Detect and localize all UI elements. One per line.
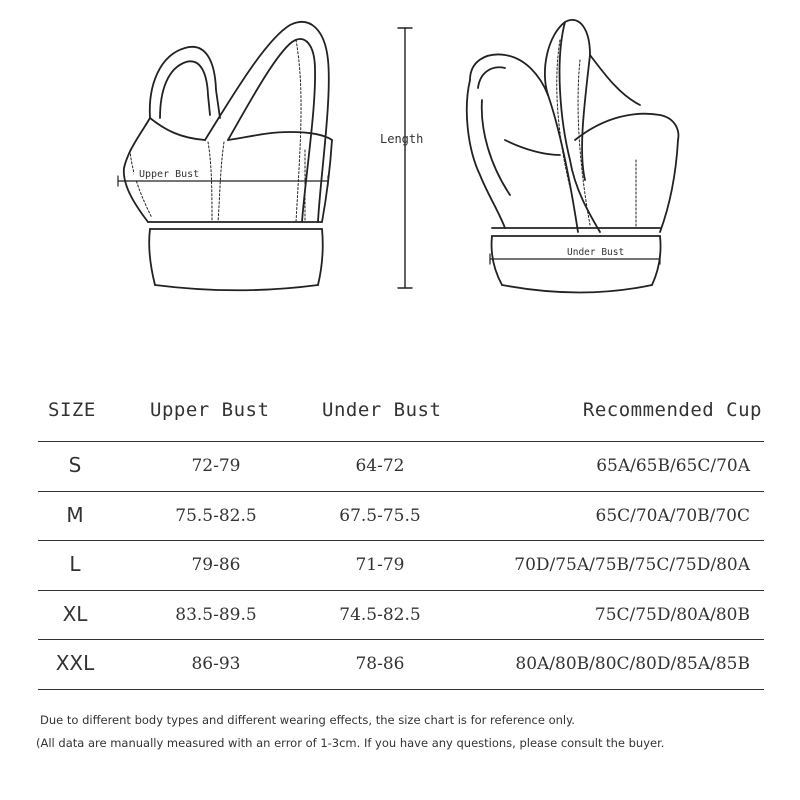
under-bust-cell: 67.5-75.5 [339, 505, 421, 526]
table-row [38, 492, 764, 542]
upper-bust-cell: 79-86 [191, 555, 241, 575]
size-cell: XXL [55, 651, 95, 675]
upper-bust-cell: 86-93 [191, 654, 241, 674]
cup-cell: 70D/75A/75B/75C/75D/80A [514, 555, 750, 575]
upper-bust-cell: 83.5-89.5 [175, 604, 257, 625]
table-row [38, 591, 764, 641]
under-bust-cell: 78-86 [355, 654, 405, 674]
under-bust-cell: 74.5-82.5 [339, 604, 421, 625]
garment-diagram [0, 0, 800, 360]
table-row [38, 541, 764, 591]
header-under-bust: Under Bust [322, 399, 442, 421]
cup-cell: 75C/75D/80A/80B [594, 604, 750, 625]
disclaimer-note: Due to different body types and different wearing effects, the size chart is for reference only. [40, 713, 575, 727]
under-bust-cell: 64-72 [355, 456, 405, 476]
header-recommended-cup: Recommended Cup [582, 399, 762, 421]
upper-bust-diagram-label: Upper Bust [139, 169, 200, 180]
header-upper-bust: Upper Bust [150, 399, 270, 421]
front-view-drawing [124, 22, 332, 290]
cup-cell: 65A/65B/65C/70A [596, 456, 750, 476]
size-cell: S [68, 453, 82, 477]
cup-cell: 80A/80B/80C/80D/85A/85B [515, 654, 750, 674]
under-bust-cell: 71-79 [355, 555, 405, 575]
table-header-row [38, 387, 764, 442]
cup-cell: 65C/70A/70B/70C [595, 505, 750, 526]
length-diagram-label: Length [380, 132, 424, 146]
upper-bust-cell: 72-79 [191, 456, 241, 476]
upper-bust-cell: 75.5-82.5 [175, 505, 257, 526]
size-cell: XL [62, 601, 88, 626]
header-size: SIZE [48, 399, 96, 421]
size-cell: M [66, 502, 84, 527]
footnotes [36, 713, 776, 759]
table-row [38, 442, 764, 492]
size-cell: L [69, 552, 81, 576]
measurement-note: (All data are manually measured with an error of 1-3cm. If you have any questions, please consult the buyer. [36, 736, 665, 750]
size-chart-table [38, 387, 764, 690]
table-row [38, 640, 764, 690]
under-bust-diagram-label: Under Bust [567, 247, 625, 258]
